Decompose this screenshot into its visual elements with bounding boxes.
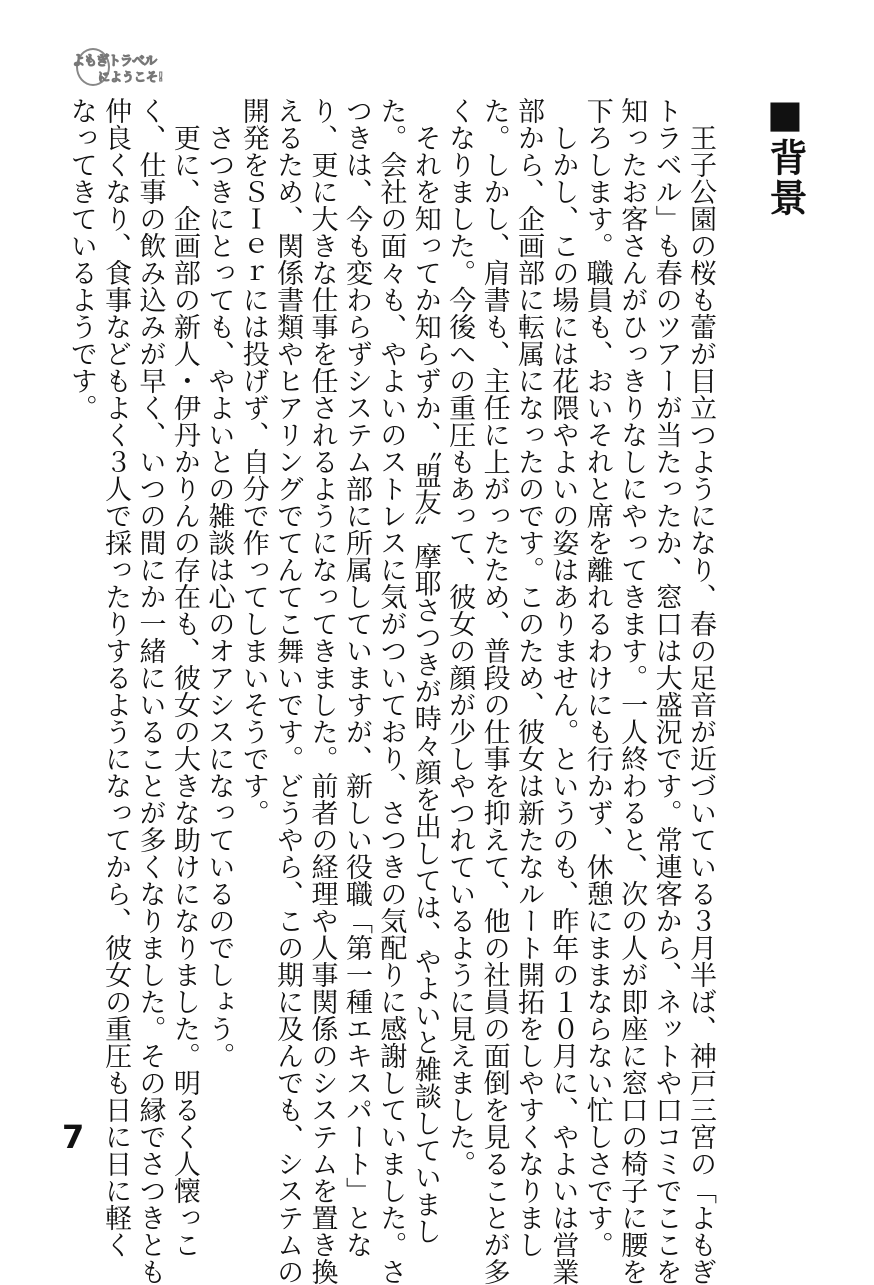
text-line: 仲良くなり、食事などもよく３人で採ったりするようになってから、彼女の重圧も日に日に軽く bbox=[100, 97, 132, 1258]
text-line: トラベル」も春のツアーが当たったか、窓口は大盛況です。常連客から、ネットや口コミでここを bbox=[650, 97, 682, 1285]
text-line: つきは、今も変わらずシステム部に所属していますが、新しい役職「第一種エキスパート」とな bbox=[340, 97, 372, 1258]
text-line: り、更に大きな仕事を任されるようになってきました。前者の経理や人事関係のシステムを置き換 bbox=[306, 97, 338, 1285]
logo-text-2: にようこそ! bbox=[98, 70, 164, 84]
text-line: さつきにとっても、やよいとの雑談は心のオアシスになっているのでしょう。 bbox=[203, 124, 235, 1069]
text-line: た。しかし、肩書も、主任に上がったため、普段の仕事を抑えて、他の社員の面倒を見ることが多 bbox=[478, 97, 510, 1285]
text-line: くなりました。今後への重圧もあって、彼女の顔が少しやつれているように見えました。 bbox=[444, 97, 476, 1177]
logo-text-1: よもぎトラベル bbox=[72, 54, 157, 69]
text-line: 下ろします。職員も、おいそれと席を離れるわけにも行かず、休憩にままならない忙しさです。 bbox=[581, 97, 613, 1258]
text-line: 知ったお客さんがひっきりなしにやってきます。一人終わると、次の人が即座に窓口の椅子に腰を bbox=[616, 97, 648, 1285]
section-heading: ■背景 bbox=[763, 92, 807, 218]
logo bbox=[72, 48, 172, 88]
text-line: えるため、関係書類やヒアリングでてんてこ舞いです。どうやら、この期に及んでも、システムの bbox=[272, 97, 304, 1285]
text-line: た。会社の面々も、やよいのストレスに気がついており、さつきの気配りに感謝していました。さ bbox=[375, 97, 407, 1285]
text-line: 部から、企画部に転属になったのです。このため、彼女は新たなルート開拓をしやすくなりまし bbox=[512, 97, 544, 1258]
text-line: 開発をＳＩｅｒには投げず、自分で作ってしまいそうです。 bbox=[237, 97, 269, 826]
text-line: 更に、企画部の新人・伊丹かりんの存在も、彼女の大きな助けになりました。明るく人懐っこ bbox=[168, 124, 200, 1258]
text-line: く、仕事の飲み込みが早く、いつの間にか一緒にいることが多くなりました。その縁でさつきとも bbox=[134, 97, 166, 1285]
text-line: それを知ってか知らずか、〝盟友〟摩耶さつきが時々顔を出しては、やよいと雑談していまし bbox=[409, 124, 441, 1245]
body-text bbox=[63, 97, 717, 1285]
text-line: しかし、この場には花隈やよいの姿はありません。というのも、昨年の１０月に、やよいは営業 bbox=[547, 124, 579, 1285]
text-line: なってきているようです。 bbox=[65, 97, 97, 421]
page-number: 7 bbox=[62, 1118, 85, 1156]
text-line: 王子公園の桜も蕾が目立つようになり、春の足音が近づいている３月半ば、神戸三宮の「よもぎ bbox=[685, 124, 716, 1285]
